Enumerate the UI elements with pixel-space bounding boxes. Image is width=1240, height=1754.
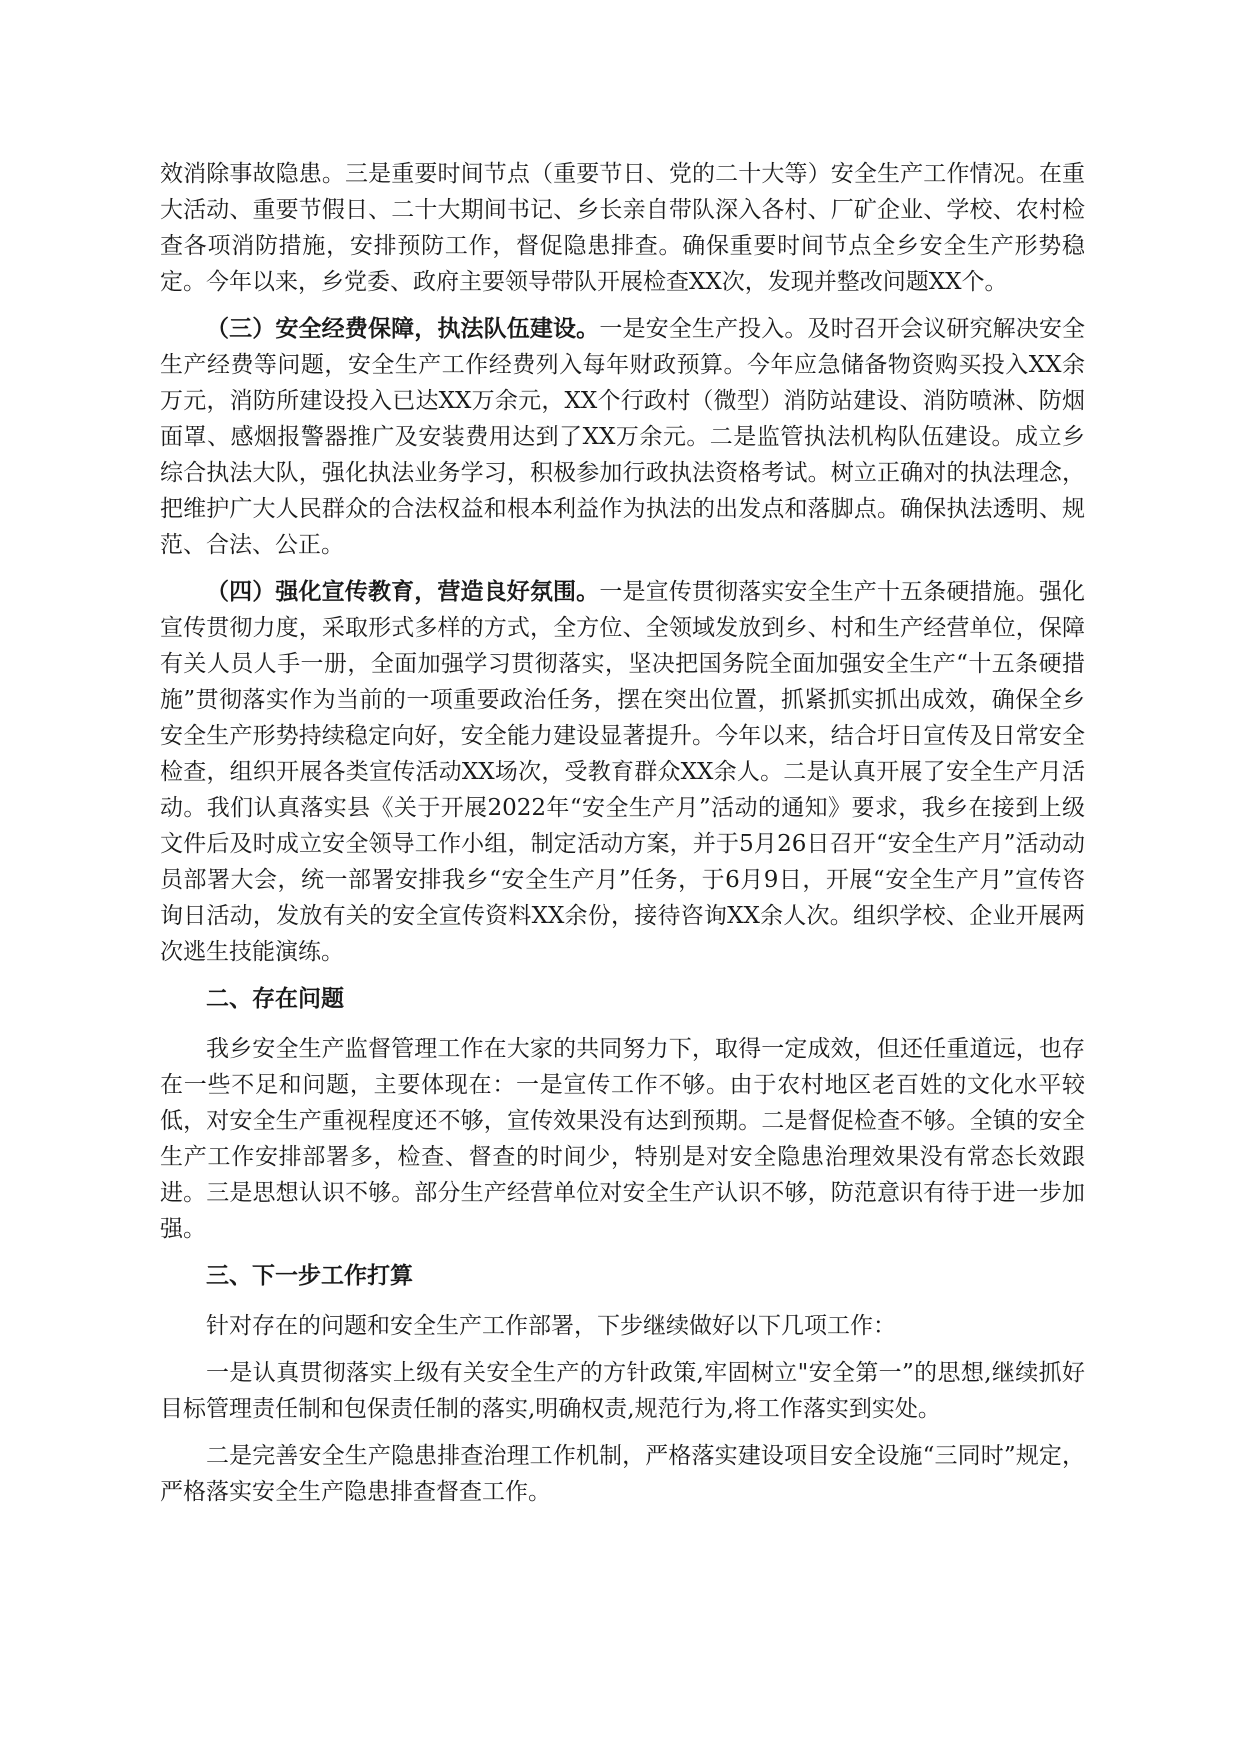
section-subheading-funding: （三）安全经费保障，执法队伍建设。 [206,315,600,342]
paragraph-problems: 我乡安全生产监督管理工作在大家的共同努力下，取得一定成效，但还任重道远，也存在一些不足和问题，主要体现在：一是宣传工作不够。由于农村地区老百姓的文化水平较低，对安全生产重视程度还不够，宣传效果没有达到预期。二是督促检查不够。全镇的安全生产工作安排部署多，检查、督查的时间少，特别是对安全隐患治理效果没有常态长效跟进。三是思想认识不够。部分生产经营单位对安全生产认识不够，防范意识有待于进一步加强。 [160,1036,1085,1242]
paragraph-continued: 效消除事故隐患。三是重要时间节点（重要节日、党的二十大等）安全生产工作情况。在重大活动、重要节假日、二十大期间书记、乡长亲自带队深入各村、厂矿企业、学校、农村检查各项消防措施，安排预防工作，督促隐患排查。确保重要时间节点全乡安全生产形势稳定。今年以来，乡党委、政府主要领导带队开展检查XX次，发现并整改问题XX个。 [160,161,1085,295]
paragraph-safety-funding [160,311,1085,563]
paragraph-publicity [160,574,1085,970]
document-page [160,156,1085,1521]
section-heading-next-steps: 三、下一步工作打算 [206,1262,413,1289]
paragraph-body: 一是安全生产投入。及时召开会议研究解决安全生产经费等问题，安全生产工作经费列入每年财政预算。今年应急储备物资购买投入XX余万元，消防所建设投入已达XX万余元，XX个行政村（微型）消防站建设、消防喷淋、防烟面罩、感烟报警器推广及安装费用达到了XX万余元。二是监管执法机构队伍建设。成立乡综合执法大队，强化执法业务学习，积极参加行政执法资格考试。树立正确对的执法理念，把维护广大人民群众的合法权益和根本利益作为执法的出发点和落脚点。确保执法透明、规范、合法、公正。 [160,316,1086,558]
section-subheading-publicity: （四）强化宣传教育，营造良好氛围。 [206,578,600,605]
paragraph-body: 一是宣传贯彻落实安全生产十五条硬措施。强化宣传贯彻力度，采取形式多样的方式，全方位、全领域发放到乡、村和生产经营单位，保障有关人员人手一册，全面加强学习贯彻落实，坚决把国务院全面加强安全生产“十五条硬措施”贯彻落实作为当前的一项重要政治任务，摆在突出位置，抓紧抓实抓出成效，确保全乡安全生产形势持续稳定向好，安全能力建设显著提升。今年以来，结合圩日宣传及日常安全检查，组织开展各类宣传活动XX场次，受教育群众XX余人。二是认真开展了安全生产月活动。我们认真落实县《关于开展2022年“安全生产月”活动的通知》要求，我乡在接到上级文件后及时成立安全领导工作小组，制定活动方案，并于5月26日召开“安全生产月”活动动员部署大会，统一部署安排我乡“安全生产月”任务，于6月9日，开展“安全生产月”宣传咨询日活动，发放有关的安全宣传资料XX余份，接待咨询XX余人次。组织学校、企业开展两次逃生技能演练。 [160,579,1086,965]
paragraph-next-step-1: 一是认真贯彻落实上级有关安全生产的方针政策,牢固树立"安全第一”的思想,继续抓好目标管理责任制和包保责任制的落实,明确权责,规范行为,将工作落实到实处。 [160,1360,1085,1422]
paragraph-next-steps-intro: 针对存在的问题和安全生产工作部署，下步继续做好以下几项工作： [206,1313,896,1339]
paragraph-next-step-2: 二是完善安全生产隐患排查治理工作机制，严格落实建设项目安全设施“三同时”规定，严格落实安全生产隐患排查督查工作。 [160,1443,1085,1505]
section-heading-problems: 二、存在问题 [206,985,344,1012]
